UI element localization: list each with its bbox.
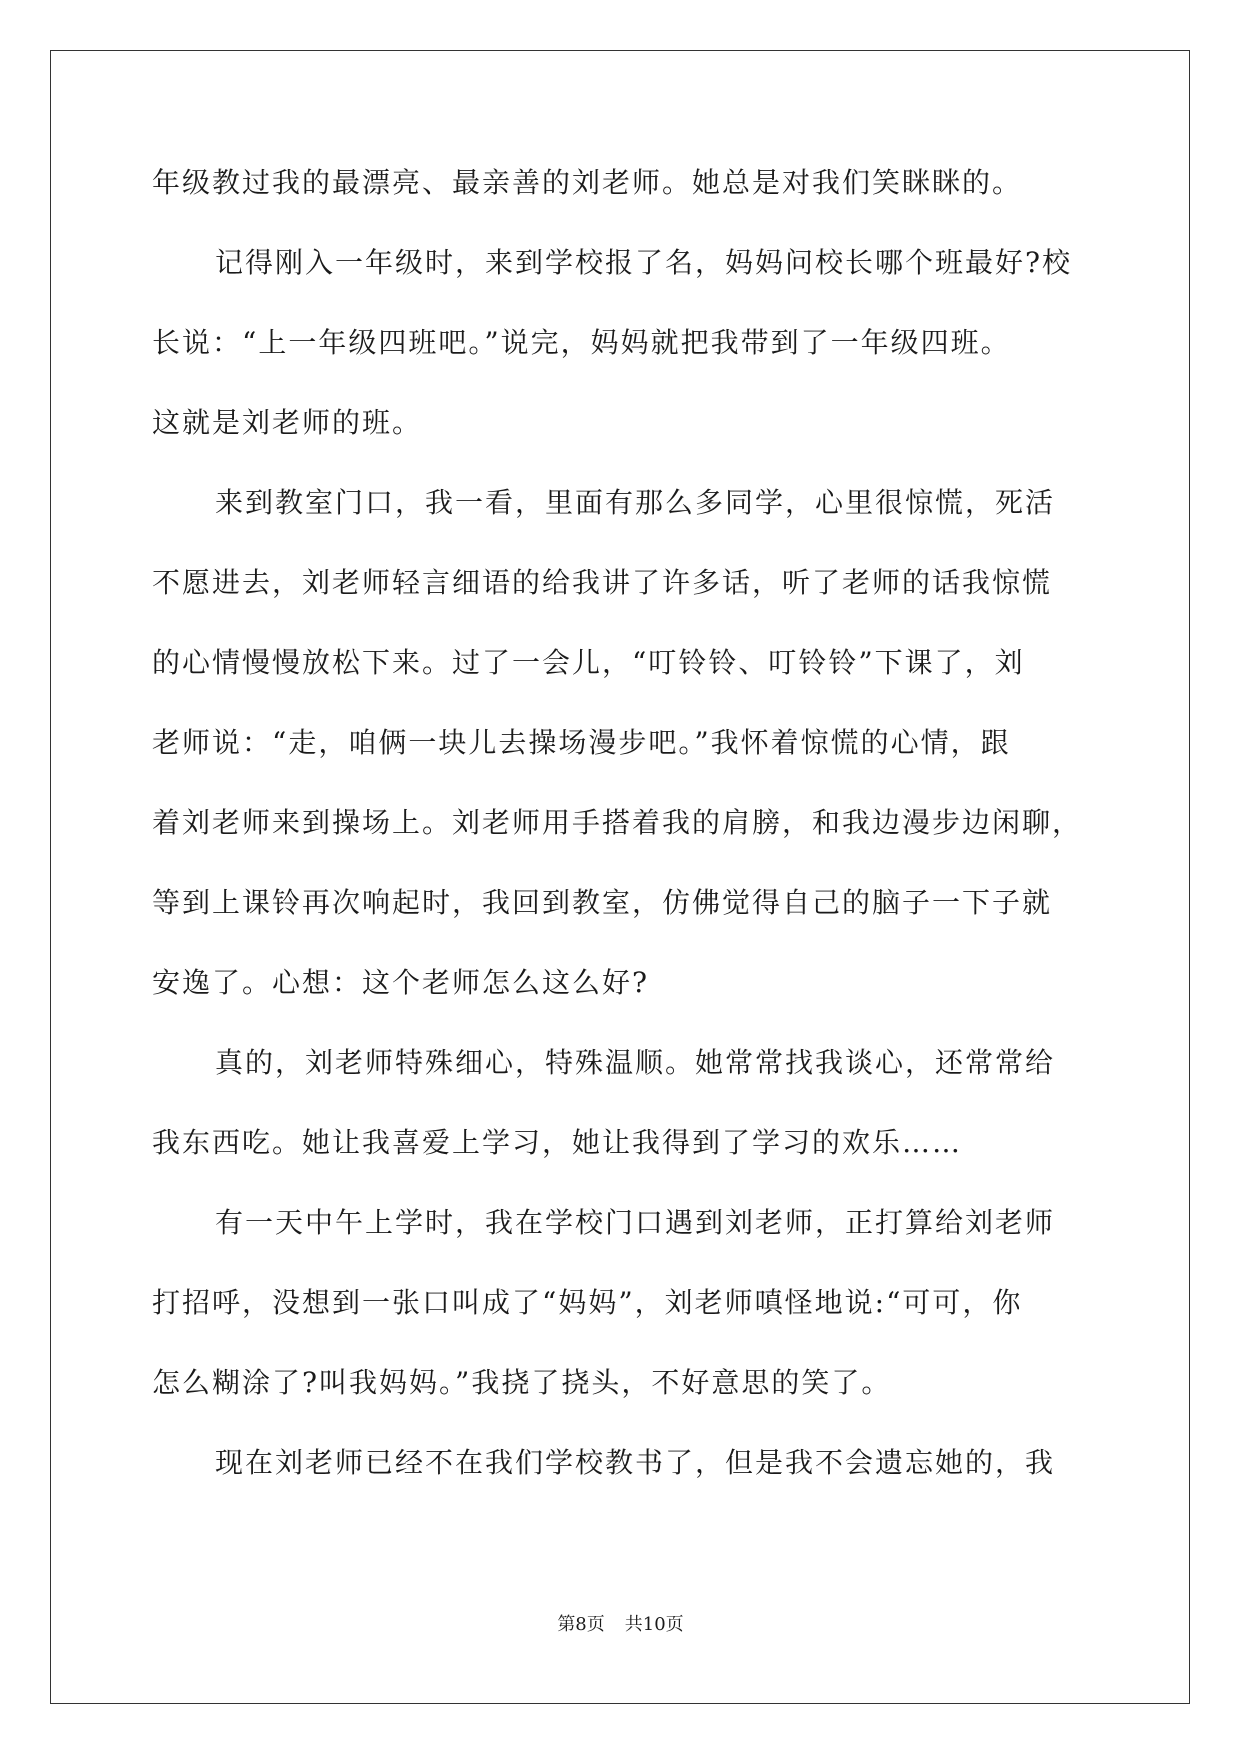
text-line: 年级教过我的最漂亮、最亲善的刘老师。她总是对我们笑眯眯的。 <box>152 166 1023 199</box>
text-line: 着刘老师来到操场上。刘老师用手搭着我的肩膀，和我边漫步边闲聊， <box>152 806 1083 839</box>
paragraph-start-line: 真的，刘老师特殊细心，特殊温顺。她常常找我谈心，还常常给 <box>215 1046 1056 1079</box>
text-line: 安逸了。心想：这个老师怎么这么好? <box>152 966 650 999</box>
paragraph-start-line: 现在刘老师已经不在我们学校教书了，但是我不会遗忘她的，我 <box>215 1446 1056 1479</box>
text-line: 长说：“上一年级四班吧。”说完，妈妈就把我带到了一年级四班。 <box>152 326 1011 359</box>
page-number-current: 第8页 <box>557 1614 605 1635</box>
paragraph-start-line: 来到教室门口，我一看，里面有那么多同学，心里很惊慌，死活 <box>215 486 1056 519</box>
paragraph-start-line: 记得刚入一年级时，来到学校报了名，妈妈问校长哪个班最好?校 <box>215 246 1073 279</box>
text-line: 老师说：“走，咱俩一块儿去操场漫步吧。”我怀着惊慌的心情，跟 <box>152 726 1011 759</box>
text-line: 我东西吃。她让我喜爱上学习，她让我得到了学习的欢乐…… <box>152 1126 963 1159</box>
text-line: 的心情慢慢放松下来。过了一会儿，“叮铃铃、叮铃铃”下课了，刘 <box>152 646 1025 679</box>
text-line: 打招呼，没想到一张口叫成了“妈妈”，刘老师嗔怪地说:“可可，你 <box>152 1286 1023 1319</box>
page-footer <box>0 1613 1241 1637</box>
page-number-total: 共10页 <box>624 1614 684 1635</box>
text-line: 不愿进去，刘老师轻言细语的给我讲了许多话，听了老师的话我惊慌 <box>152 566 1053 599</box>
paragraph-start-line: 有一天中午上学时，我在学校门口遇到刘老师，正打算给刘老师 <box>215 1206 1056 1239</box>
text-line: 等到上课铃再次响起时，我回到教室，仿佛觉得自己的脑子一下子就 <box>152 886 1053 919</box>
text-line: 怎么糊涂了?叫我妈妈。”我挠了挠头，不好意思的笑了。 <box>152 1366 892 1399</box>
text-line: 这就是刘老师的班。 <box>152 406 423 439</box>
